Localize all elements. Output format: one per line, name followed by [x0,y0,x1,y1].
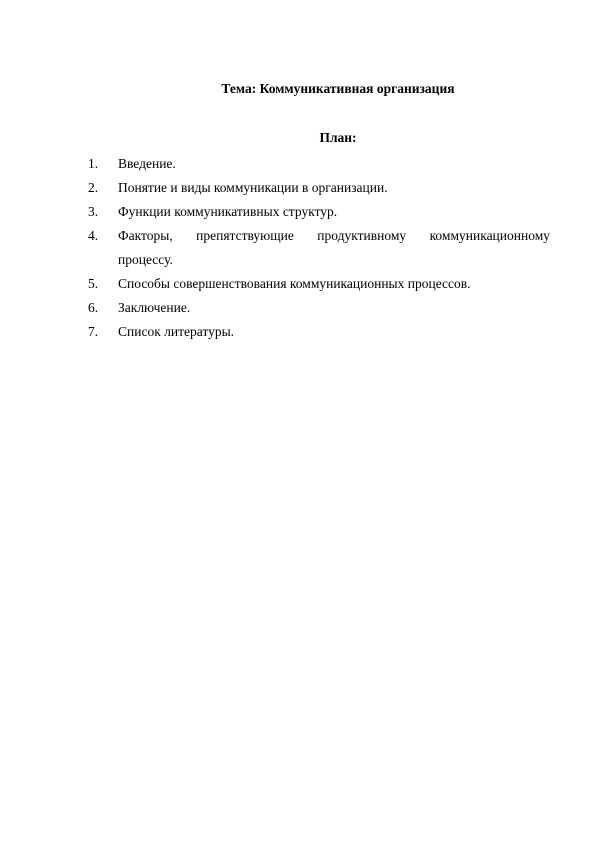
document-title: Тема: Коммуникативная организация [221,81,455,96]
list-item-text: Функции коммуникативных структур. [118,204,338,219]
list-item-number: 1. [88,156,99,171]
list-item-number: 6. [88,300,99,315]
list-item [88,152,550,176]
list-item-text: Введение. [118,156,176,171]
list-item-text: Понятие и виды коммуникации в организации. [118,180,388,195]
list-item-word: коммуникационному [429,228,550,243]
list-item-number: 5. [88,276,99,291]
list-item [88,272,550,296]
plan-heading: План: [319,130,357,145]
list-item [88,320,550,344]
list-item-number: 3. [88,204,99,219]
list-item [88,224,550,272]
list-item-word: Факторы, [118,228,173,243]
list-item-word: продуктивному [317,228,407,243]
list-item-number: 7. [88,324,99,339]
list-item-number: 4. [88,228,99,243]
list-item-text-justified [118,224,550,248]
list-item [88,296,550,320]
plan-list [88,152,550,344]
list-item-continuation: процессу. [118,252,173,267]
list-item [88,176,550,200]
list-item-text: Заключение. [118,300,191,315]
list-item-text: Способы совершенствования коммуникационных процессов. [118,276,471,291]
list-item [88,200,550,224]
list-item-number: 2. [88,180,99,195]
list-item-text: Список литературы. [118,324,235,339]
list-item-word: препятствующие [196,228,294,243]
